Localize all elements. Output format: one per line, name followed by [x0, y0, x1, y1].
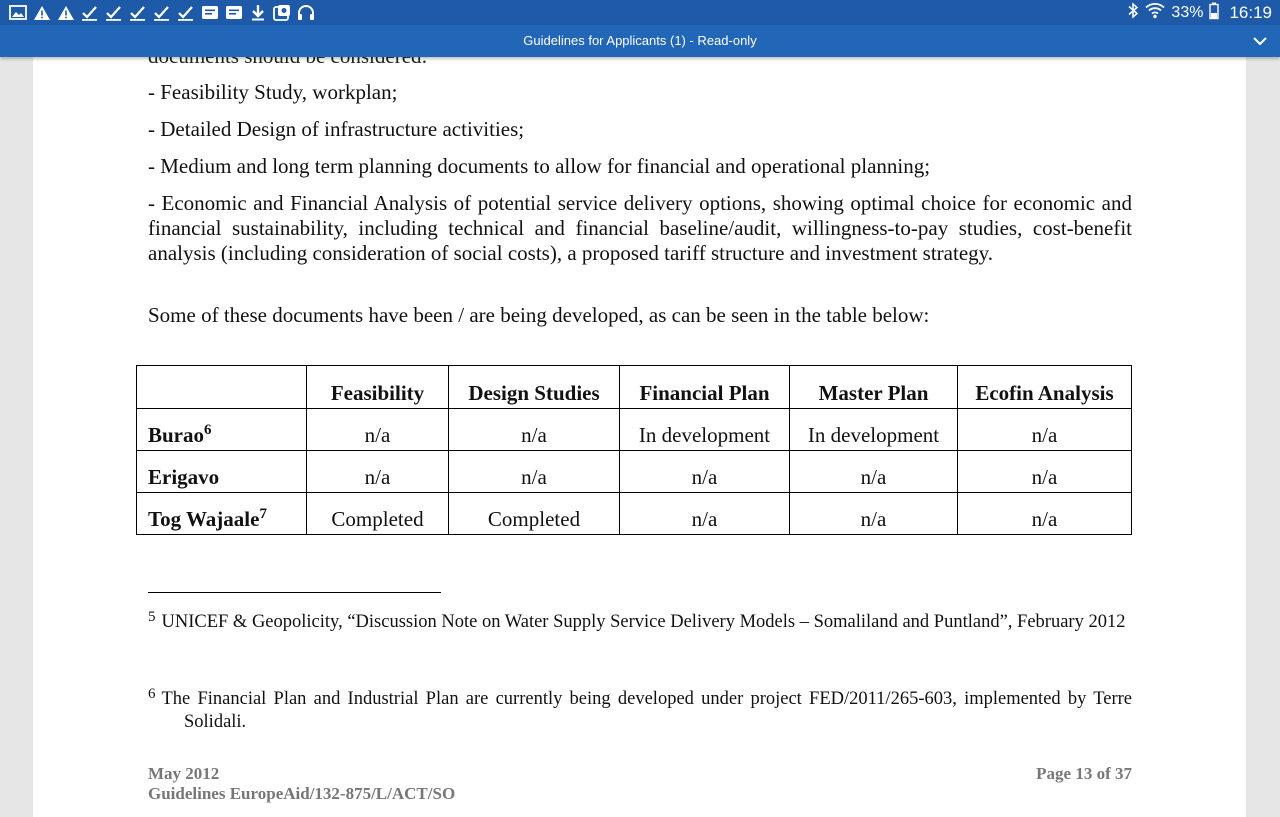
headphones-icon: [296, 3, 315, 22]
table-header-cell: Master Plan: [790, 366, 958, 409]
message-icon: [200, 3, 219, 22]
table-cell: n/a: [958, 409, 1132, 451]
table-cell: n/a: [449, 451, 620, 493]
bullet-item: - Medium and long term planning documents to allow for financial and operational planning;: [148, 154, 931, 178]
document-page[interactable]: [33, 57, 1246, 817]
table-header-row: [137, 366, 1132, 409]
table-header-cell: [137, 366, 307, 409]
notification-icons: [8, 3, 315, 22]
row-label: Tog Wajaale$^7$: [137, 493, 307, 535]
message-icon: [224, 3, 243, 22]
footnote-ref: 6: [204, 422, 212, 438]
table-row: [137, 451, 1132, 493]
gallery-icon: [8, 3, 27, 22]
table-header-cell: Ecofin Analysis: [958, 366, 1132, 409]
footnote: [148, 683, 1132, 734]
footnote-number: 5: [148, 609, 156, 625]
bullet-item: - Detailed Design of infrastructure activities;: [148, 117, 525, 141]
table-row: [137, 409, 1132, 451]
checkmark-icon: [128, 3, 147, 22]
document-title: Guidelines for Applicants (1) - Read-only: [523, 33, 757, 48]
table-cell: Completed: [449, 493, 620, 535]
table-cell: n/a: [790, 451, 958, 493]
footer-date: May 2012: [148, 764, 220, 783]
system-indicators: [1127, 0, 1272, 25]
footnote-number: 6: [148, 686, 156, 702]
table-cell: In development: [620, 409, 790, 451]
table-header-cell: Feasibility: [307, 366, 449, 409]
table-row: [137, 493, 1132, 535]
footnote-ref: 7: [259, 506, 267, 522]
warning-icon: [32, 3, 51, 22]
table-cell: Completed: [307, 493, 449, 535]
footnote-text: UNICEF & Geopolicity, “Discussion Note on Water Supply Service Delivery Models – Somaliland and Puntland”, February 2012: [161, 612, 1126, 632]
chevron-down-icon[interactable]: [1252, 33, 1268, 49]
row-label: Erigavo: [137, 451, 307, 493]
warning-icon: [56, 3, 75, 22]
bullet-item: - Feasibility Study, workplan;: [148, 80, 398, 104]
table-cell: n/a: [307, 451, 449, 493]
table-intro-text: Some of these documents have been / are being developed, as can be seen in the table below:: [148, 303, 930, 327]
status-bar: [0, 0, 1280, 25]
table-header-cell: Financial Plan: [620, 366, 790, 409]
table-cell: n/a: [307, 409, 449, 451]
table-cell: n/a: [958, 451, 1132, 493]
checkmark-icon: [80, 3, 99, 22]
table-cell: n/a: [620, 493, 790, 535]
download-icon: [248, 3, 267, 22]
table-cell: n/a: [449, 409, 620, 451]
bullet-item: - Economic and Financial Analysis of potential service delivery options, showing optimal choice for economic and financial sustainability, including technical and financial baseline/audit, willingness-to-pay studies, cost-benefit analysis (including consideration of social costs), a proposed tariff structure and investment strategy.: [148, 191, 1132, 265]
app-icon: [272, 3, 291, 22]
status-table: [136, 365, 1132, 535]
table-header-cell: Design Studies: [449, 366, 620, 409]
wifi-icon: [1145, 2, 1165, 24]
table-cell: n/a: [620, 451, 790, 493]
checkmark-icon: [176, 3, 195, 22]
clock: 16:19: [1229, 2, 1272, 22]
footnote: [148, 606, 1132, 634]
footnote-divider: [148, 592, 441, 593]
battery-percent: 33%: [1171, 3, 1204, 21]
table-cell: n/a: [790, 493, 958, 535]
table-cell: n/a: [958, 493, 1132, 535]
footer-page-number: Page 13 of 37: [1036, 764, 1132, 783]
row-label: Burao$^6$: [137, 409, 307, 451]
battery-icon: [1209, 2, 1219, 24]
bluetooth-icon: [1127, 2, 1139, 24]
footer-reference: Guidelines EuropeAid/132-875/L/ACT/SO: [148, 784, 456, 803]
footnote-text: The Financial Plan and Industrial Plan are currently being developed under project FED/2011/265-603, implemented by Terre Solidali.: [161, 689, 1132, 732]
title-bar: [0, 25, 1280, 57]
checkmark-icon: [152, 3, 171, 22]
checkmark-icon: [104, 3, 123, 22]
table-cell: In development: [790, 409, 958, 451]
